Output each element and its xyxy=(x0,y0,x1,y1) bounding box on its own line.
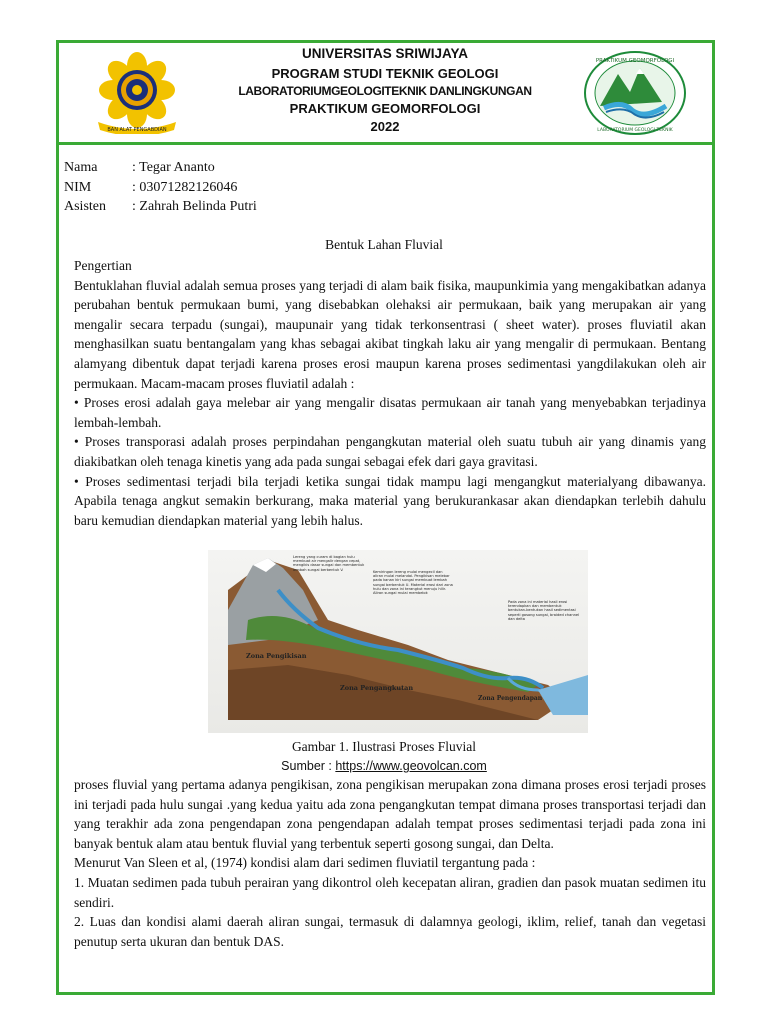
section-title: Bentuk Lahan Fluvial xyxy=(325,237,443,252)
note-hilir: Pada zona ini material hasil erosi terendapkan dan membentuk bentukan-bentukan hasil sedimentasi seperti gosong sungai, braided channel dan delta xyxy=(508,600,580,621)
intro-section xyxy=(74,256,706,530)
source-link[interactable]: https://www.geovolcan.com xyxy=(335,759,487,773)
year: 2022 xyxy=(370,119,400,134)
info-row-asisten: Asisten : Zahrah Belinda Putri xyxy=(64,199,257,214)
praktikum-geomorfologi-logo xyxy=(582,50,688,136)
header-text xyxy=(200,45,570,136)
figure-caption: Gambar 1. Ilustrasi Proses Fluvial xyxy=(291,739,477,754)
source-label: Sumber : xyxy=(281,759,336,773)
svg-text:LABORATORIUM GEOLOGI TEKNIK: LABORATORIUM GEOLOGI TEKNIK xyxy=(597,128,673,133)
course-name: PRAKTIKUM GEOMORFOLOGI xyxy=(289,101,481,116)
note-tengah: Kemiringan lereng mulai mengecil dan aliran mulai melandai. Pengikisan melebar pada kanan kiri sungai membuat lembah sungai berbentuk U. Material erosi dari zona hulu dan zona ini terangkut menuju hilir. Aliran sungai mulai membelok xyxy=(373,570,453,596)
university-seal-logo xyxy=(92,52,182,134)
continuation-section xyxy=(74,775,706,951)
lab-name: LABORATORIUMGEOLOGITEKNIK DANLINGKUNGAN xyxy=(238,84,532,98)
intro-heading: Pengertian xyxy=(74,258,132,273)
zone-pengangkutan-label: Zona Pengangkutan xyxy=(340,684,414,692)
info-row-nim: NIM : 03071282126046 xyxy=(64,179,238,195)
van-sleen-intro: Menurut Van Sleen et al, (1974) kondisi alam dari sedimen fluviatil tergantung pada : xyxy=(74,855,536,871)
program-name: PROGRAM STUDI TEKNIK GEOLOGI xyxy=(271,66,499,81)
zone-pengendapan-label: Zona Pengendapan xyxy=(478,695,543,702)
svg-text:PRAKTIKUM GEOMORFOLOGI: PRAKTIKUM GEOMORFOLOGI xyxy=(595,58,675,64)
bullet-erosi: • Proses erosi adalah gaya melebar air yang mengalir disatas permukaan air tanah yang menyebabkan terjadinya lembah-lembah. xyxy=(74,395,706,430)
note-hulu: Lereng yang curam di bagian hulu membuat air mengalir dengan cepat, mengikis dasar sungai dan membentuk lembah sungai berbentuk V. xyxy=(293,555,365,572)
student-info xyxy=(64,158,257,217)
intro-paragraph: Bentuklahan fluvial adalah semua proses yang terjadi di alam baik fisika, maupunkimia yang mengakibatkan adanya perubahan bentuk permukaan bumi, yang disebabkan olehaksi air permukaan, baik yang merupakan air yang mengalir secara terpadu (sungai), maupunair yang tidak terkonsentrasi ( sheet water). proses fluviatil akan menghasilkan suatu bentangalam yang khas sebagai akibat tingkah laku air yang mengalir di permukaan. Bentang alamyang dibentuk dapat terjadi karena proses erosi maupun karena proses sedimentasi yangdilakukan oleh air permukaan. Macam-macam proses fluviatil adalah : xyxy=(74,277,706,391)
condition-item-2: 2. Luas dan kondisi alami daerah aliran sungai, termasuk di dalamnya geologi, iklim, relief, tanah dan vegetasi penutup serta ukuran dan bentuk DAS. xyxy=(74,914,706,949)
condition-item-1: 1. Muatan sedimen pada tubuh perairan yang dikontrol oleh kecepatan aliran, gradien dan pasok muatan sedimen itu sendiri. xyxy=(74,874,706,910)
continuation-paragraph: proses fluvial yang pertama adanya pengikisan, zona pengikisan merupakan zona dimana proses erosi terjadi proses ini terjadi pada hulu sungai .yang kedua yaitu ada zona pengangkutan tempat dimana proses transportasi terjadi dan yang terakhir ada zona pengendapan zona pengendapan adalah tempat proses sedimentasi terjadi pada zona ini banyak bentuk alam atau bentuk fluvial yang terbentuk seperti gosong sungai, dan Delta. xyxy=(74,777,706,851)
info-row-nama: Nama : Tegar Ananto xyxy=(64,160,215,175)
bullet-transportasi: • Proses transporasi adalah proses perpindahan pengangkutan material oleh suatu tubuh air yang dinamis yang diakibatkan oleh tenaga kinetis yang ada pada sungai sebagai efek dari gaya gravitasi. xyxy=(74,434,706,469)
fluvial-process-illustration xyxy=(208,550,588,733)
bullet-sedimentasi: • Proses sedimentasi terjadi bila terjadi ketika sungai tidak mampu lagi mengangkut materialyang dibawanya. Apabila tenaga angkut semakin berkurang, maka material yang berukurankasar akan diendapkan terlebih dahulu baru kemudian diendapkan material yang lebih halus. xyxy=(74,473,706,528)
figure-source xyxy=(64,757,704,775)
zone-pengikisan-label: Zona Pengikisan xyxy=(246,652,307,660)
university-name: UNIVERSITAS SRIWIJAYA xyxy=(301,46,469,61)
header-divider xyxy=(56,142,715,145)
logo-left-ribbon: BAN ALAT PENGABDIAN xyxy=(107,127,167,133)
